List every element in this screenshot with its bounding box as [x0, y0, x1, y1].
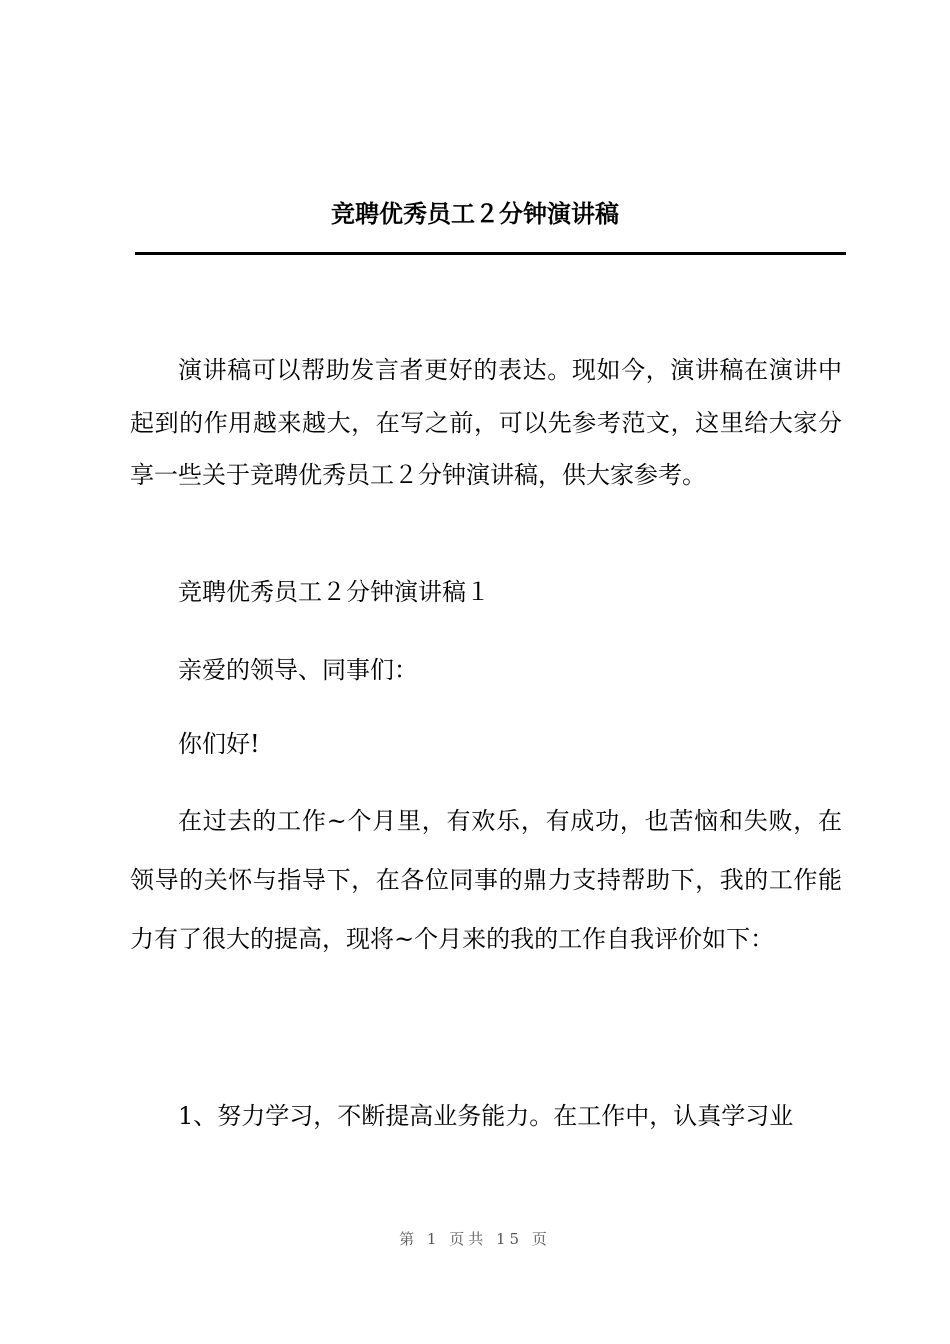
- body-paragraph: 在过去的工作~个月里，有欢乐，有成功，也苦恼和失败，在领导的关怀与指导下，在各位同事的鼎力支持帮助下，我的工作能力有了很大的提高，现将~个月来的我的工作自我评价如下：: [130, 807, 842, 953]
- title-underline: [135, 252, 846, 255]
- list-item-paragraph: 1、努力学习，不断提高业务能力。在工作中，认真学习业: [178, 1102, 794, 1130]
- page-footer: 第 1 页共 15 页: [399, 1230, 551, 1248]
- document-title: 竞聘优秀员工２分钟演讲稿: [331, 199, 619, 228]
- intro-paragraph: 演讲稿可以帮助发言者更好的表达。现如今，演讲稿在演讲中起到的作用越来越大，在写之前，可以先参考范文，这里给大家分享一些关于竞聘优秀员工２分钟演讲稿，供大家参考。: [130, 356, 842, 489]
- section-heading: 竞聘优秀员工２分钟演讲稿１: [178, 578, 490, 606]
- salutation: 亲爱的领导、同事们：: [178, 656, 418, 684]
- greeting: 你们好!: [178, 730, 260, 758]
